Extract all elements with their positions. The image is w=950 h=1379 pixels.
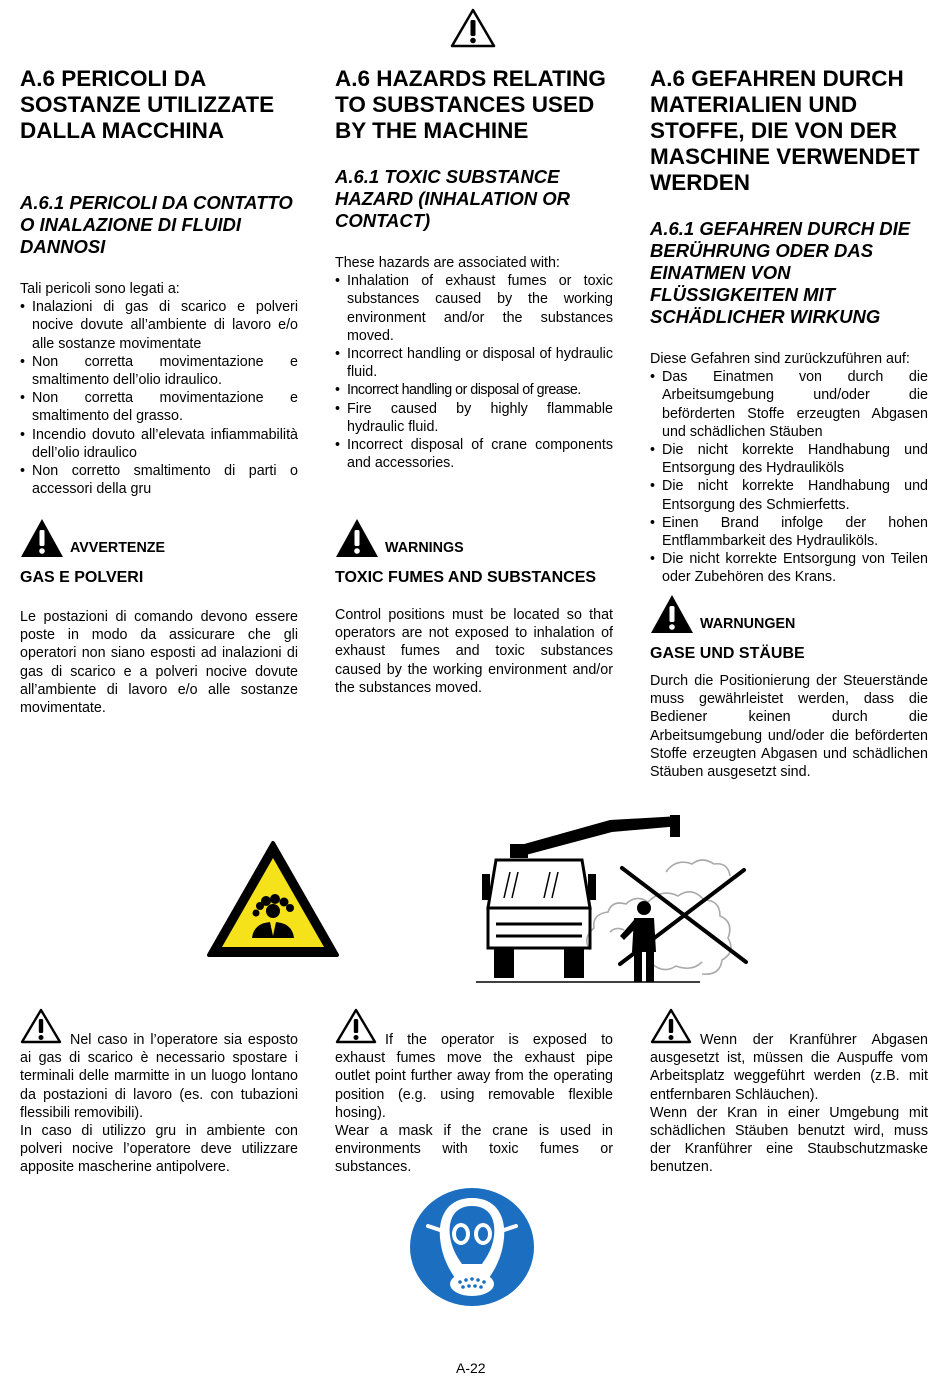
page-number: A-22 bbox=[456, 1360, 486, 1376]
list-item: • Non corretto smaltimento di parti o accessori della gru bbox=[20, 462, 298, 498]
note-text: Nel caso in l’operatore sia esposto ai gas di scarico è necessario spostare i terminali delle marmitte in un luogo lontano da postazioni di lavoro (es. con tubazioni flessibili removibili). bbox=[20, 1032, 298, 1121]
section-title: A.6 PERICOLI DA SOSTANZE UTILIZZATE DALLA MACCHINA bbox=[20, 66, 275, 143]
note-english bbox=[335, 1010, 613, 1177]
warning-triangle-icon bbox=[650, 594, 694, 634]
note-text: Wenn der Kran in einer Umgebung mit schädlichen Stäuben benutzt wird, muss der Kranführer eine Staubschutzmaske benutzen. bbox=[650, 1104, 928, 1176]
intro-text: Tali pericoli sono legati a: bbox=[20, 281, 180, 297]
intro-text: These hazards are associated with: bbox=[335, 255, 560, 271]
note-text: Wear a mask if the crane is used in environments with toxic fumes or substances. bbox=[335, 1123, 613, 1176]
list-item: • Inalazioni di gas di scarico e polveri nocive dovute all’ambiente di lavoro e/o alle sostanze movimentate bbox=[20, 298, 298, 353]
list-item: • Das Einatmen von durch die Arbeitsumgebung und/oder die beförderten Stoffe erzeugten Abgasen und schädlichen Stäuben bbox=[650, 368, 928, 441]
list-item: • Non corretta movimentazione e smaltimento del grasso. bbox=[20, 389, 298, 425]
section-title: A.6 HAZARDS RELATING TO SUBSTANCES USED BY THE MACHINE bbox=[335, 66, 606, 143]
warning-text: Le postazioni di comando devono essere poste in modo da assicurare che gli operatori non siano esposti ad inalazioni di gas di scarico e a polveri nocive dovute all’ambiente di lavoro e/o alle sostanze movimentate. bbox=[20, 609, 298, 717]
list-item: • Incorrect handling or disposal of hydraulic fluid. bbox=[335, 345, 613, 381]
warning-text: Control positions must be located so that operators are not exposed to inhalation of exhaust fumes and toxic substances caused by the working environment and/or the substances moved. bbox=[335, 607, 613, 696]
warning-triangle-icon bbox=[335, 518, 379, 558]
section-title: A.6 GEFAHREN DURCH MATERIALIEN UND STOFFE, DIE VON DER MASCHINE VERWENDET WERDEN bbox=[650, 66, 920, 195]
list-item: • Einen Brand infolge der hohen Entflammbarkeit des Hydrauliköls. bbox=[650, 514, 928, 550]
warning-block bbox=[650, 594, 795, 634]
warning-label: WARNUNGEN bbox=[700, 616, 796, 632]
crane-truck-exhaust-illustration bbox=[470, 812, 760, 990]
hazard-list bbox=[650, 368, 928, 586]
warning-block bbox=[20, 518, 165, 558]
subsection-title: A.6.1 TOXIC SUBSTANCE HAZARD (INHALATION OR CONTACT) bbox=[335, 166, 570, 231]
note-text: If the operator is exposed to exhaust fumes move the exhaust pipe outlet point further away from the operating position (e.g. using removable flexible hosing). bbox=[335, 1032, 613, 1121]
list-item: • Inhalation of exhaust fumes or toxic substances caused by the working environment and/or the substances moved. bbox=[335, 272, 613, 345]
list-item: • Die nicht korrekte Entsorgung von Teilen oder Zubehören des Krans. bbox=[650, 550, 928, 586]
warning-text: Durch die Positionierung der Steuerstände muss gewährleistet werden, dass die Bediener keinen durch die Arbeitsumgebung und/oder die beförderten Stoffe erzeugten Abgasen und schädlichen Stäuben ausgesetzt sind. bbox=[650, 673, 928, 781]
warning-label: AVVERTENZE bbox=[70, 540, 166, 556]
warning-triangle-icon bbox=[20, 1008, 62, 1044]
warning-heading: GAS E POLVERI bbox=[20, 569, 144, 586]
hazard-list bbox=[335, 272, 613, 472]
note-italian bbox=[20, 1010, 298, 1177]
note-text: In caso di utilizzo gru in ambiente con polveri nocive l’operatore deve utilizzare apposite mascherine antipolvere. bbox=[20, 1123, 298, 1176]
warning-heading: TOXIC FUMES AND SUBSTANCES bbox=[335, 569, 597, 586]
note-german bbox=[650, 1010, 928, 1177]
column-german bbox=[650, 66, 928, 587]
subsection-title: A.6.1 GEFAHREN DURCH DIE BERÜHRUNG ODER DAS EINATMEN VON FLÜSSIGKEITEN MIT SCHÄDLICHER WIRKUNG bbox=[650, 218, 911, 327]
list-item: • Die nicht korrekte Handhabung und Entsorgung des Schmierfetts. bbox=[650, 477, 928, 513]
list-item: • Incorrect disposal of crane components and accessories. bbox=[335, 436, 613, 472]
respirator-mask-mandatory-sign bbox=[408, 1186, 536, 1308]
warning-triangle-icon bbox=[335, 1008, 377, 1044]
warning-heading: GASE UND STÄUBE bbox=[650, 645, 805, 662]
intro-text: Diese Gefahren sind zurückzuführen auf: bbox=[650, 351, 910, 367]
warning-triangle-icon bbox=[20, 518, 64, 558]
list-item: • Die nicht korrekte Handhabung und Entsorgung des Hydrauliköls bbox=[650, 441, 928, 477]
list-item: • Fire caused by highly flammable hydraulic fluid. bbox=[335, 400, 613, 436]
harmful-gas-hazard-sign bbox=[206, 840, 340, 958]
note-text: Wenn der Kranführer Abgasen ausgesetzt ist, müssen die Auspuffe vom Arbeitsplatz weggeführt werden (z.B. mit entfernbaren Schläuchen). bbox=[650, 1032, 928, 1103]
list-item: • Incorrect handling or disposal of grease. bbox=[335, 381, 613, 399]
list-item: • Non corretta movimentazione e smaltimento dell’olio idraulico. bbox=[20, 353, 298, 389]
warning-triangle-icon bbox=[450, 8, 496, 48]
hazard-list bbox=[20, 298, 298, 498]
warning-label: WARNINGS bbox=[385, 540, 464, 556]
column-italian bbox=[20, 66, 298, 498]
list-item: • Incendio dovuto all’elevata infiammabilità dell’olio idraulico bbox=[20, 426, 298, 462]
subsection-title: A.6.1 PERICOLI DA CONTATTO O INALAZIONE DI FLUIDI DANNOSI bbox=[20, 192, 293, 257]
warning-block bbox=[335, 518, 464, 558]
warning-triangle-icon bbox=[650, 1008, 692, 1044]
column-english bbox=[335, 66, 613, 472]
